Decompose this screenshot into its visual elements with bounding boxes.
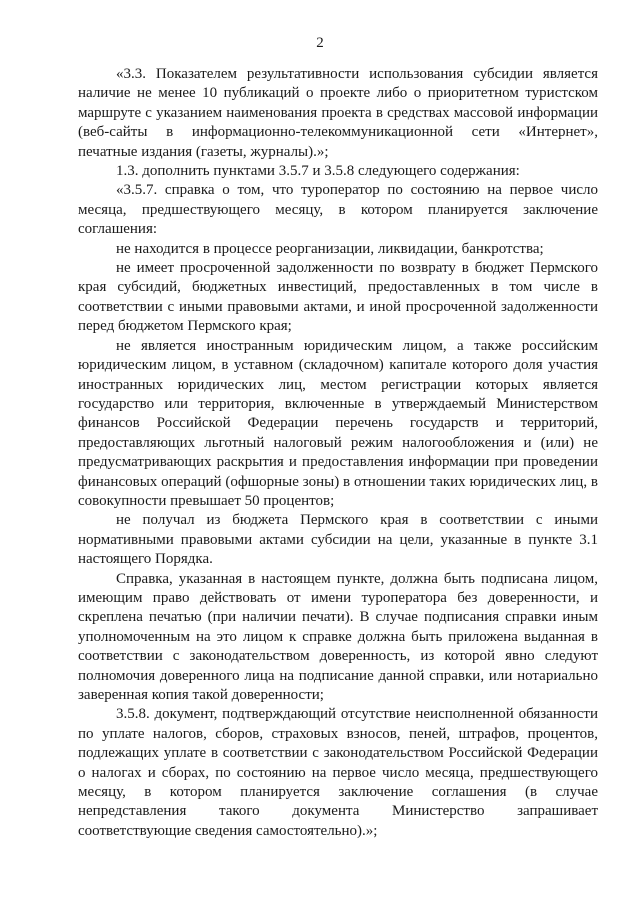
paragraph-not-foreign-entity: не является иностранным юридическим лицом, а также российским юридическим лицом, в уставном (складочном) капитале которого доля участия иностранных юридических лиц, местом регистрации которых является государство или территория, включенные в утверждаемый Министерством финансов Российской Федерации перечень государств и территорий, предоставляющих льготный налоговый режим налогообложения и (или) не предусматривающих раскрытия и предоставления информации при проведении финансовых операций (офшорные зоны) в отношении таких юридических лиц, в совокупности превышает 50 процентов; — [78, 337, 598, 509]
page-number: 2 — [316, 35, 324, 51]
paragraph-3-5-8: 3.5.8. документ, подтверждающий отсутствие неисполненной обязанности по уплате налогов, сборов, страховых взносов, пеней, штрафов, процентов, подлежащих уплате в соответствии с законодательством Российской Федерации о налогах и сборах, по состоянию на первое число месяца, предшествующего месяцу, в котором планируется заключение соглашения (в случае непредставления такого документа Министерство запрашивает соответствующие сведения самостоятельно).»; — [78, 706, 598, 839]
paragraph-no-reorganization: не находится в процессе реорганизации, ликвидации, банкротства; — [116, 240, 544, 257]
paragraph-3-3: «3.3. Показателем результативности использования субсидии является наличие не менее 10 публикаций о проекте либо о приоритетном туристском маршруте с указанием наименования проекта в средствах массовой информации (веб-сайты в информационно-телекоммуникационной сети «Интернет», печатные издания (газеты, журналы).»; — [78, 66, 598, 160]
paragraph-1-3: 1.3. дополнить пунктами 3.5.7 и 3.5.8 следующего содержания: — [116, 163, 520, 180]
paragraph-3-5-7: «3.5.7. справка о том, что туроператор по состоянию на первое число месяца, предшествующего месяцу, в котором планируется заключение соглашения: — [78, 182, 598, 238]
document-body — [78, 65, 598, 841]
paragraph-no-other-subsidies: не получал из бюджета Пермского края в соответствии с иными нормативными правовыми актами субсидии на цели, указанные в пункте 3.1 настоящего Порядка. — [78, 512, 598, 568]
paragraph-certificate-signature: Справка, указанная в настоящем пункте, должна быть подписана лицом, имеющим право действовать от имени туроператора без доверенности, и скреплена печатью (при наличии печати). В случае подписания справки иным уполномоченным на это лицом к справке должна быть приложена выданная в соответствии с законодательством доверенность, из которой явно следуют полномочия доверенного лица на подписание данной справки, или нотариально заверенная копия такой доверенности; — [78, 570, 598, 703]
paragraph-no-debt: не имеет просроченной задолженности по возврату в бюджет Пермского края субсидий, бюджетных инвестиций, предоставленных в том числе в соответствии с иными правовыми актами, и иной просроченной задолженности перед бюджетом Пермского края; — [78, 260, 598, 335]
